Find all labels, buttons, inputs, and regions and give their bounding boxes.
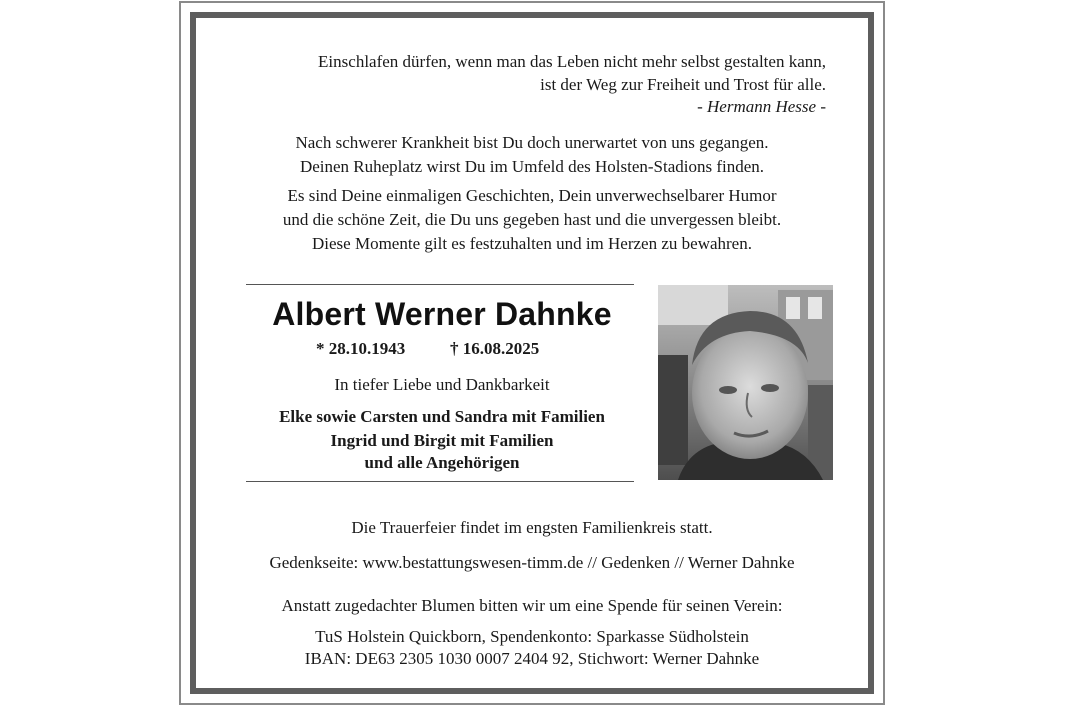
donation-intro: Anstatt zugedachter Blumen bitten wir um eine Spende für seinen Verein:	[281, 596, 783, 615]
intro-line-5: Diese Momente gilt es festzuhalten und im Herzen zu bewahren.	[312, 234, 752, 253]
obituary-outer-frame	[179, 1, 885, 705]
birth-date: * 28.10.1943	[316, 339, 406, 358]
deceased-name: Albert Werner Dahnke	[272, 296, 612, 332]
bottom-divider	[246, 481, 634, 482]
memorial-page-text: Gedenkseite: www.bestattungswesen-timm.de // Gedenken // Werner Dahnke	[269, 553, 795, 572]
donation-line-2: IBAN: DE63 2305 1030 0007 2404 92, Stichwort: Werner Dahnke	[304, 649, 760, 668]
quote-line-2: ist der Weg zur Freiheit und Trost für alle.	[540, 75, 826, 94]
intro-line-4: und die schöne Zeit, die Du uns gegeben hast und die unvergessen bleibt.	[282, 210, 782, 229]
mourners-line-2: Ingrid und Birgit mit Familien	[330, 431, 554, 450]
intro-line-1: Nach schwerer Krankheit bist Du doch unerwartet von uns gegangen.	[295, 133, 769, 152]
mourners-intro: In tiefer Liebe und Dankbarkeit	[334, 375, 550, 394]
quote-author: - Hermann Hesse -	[697, 97, 826, 116]
top-divider	[246, 284, 634, 285]
ceremony-text: Die Trauerfeier findet im engsten Familienkreis statt.	[351, 518, 713, 537]
obituary-inner-frame	[190, 12, 874, 694]
portrait-photo	[658, 285, 833, 480]
mourners-line-1: Elke sowie Carsten und Sandra mit Familien	[279, 407, 605, 426]
mourners-line-3: und alle Angehörigen	[364, 453, 520, 472]
intro-line-3: Es sind Deine einmaligen Geschichten, Dein unverwechselbarer Humor	[287, 186, 777, 205]
death-date: † 16.08.2025	[450, 339, 540, 358]
intro-line-2: Deinen Ruheplatz wirst Du im Umfeld des Holsten-Stadions finden.	[299, 157, 765, 176]
donation-line-1: TuS Holstein Quickborn, Spendenkonto: Sparkasse Südholstein	[315, 627, 749, 646]
quote-line-1: Einschlafen dürfen, wenn man das Leben nicht mehr selbst gestalten kann,	[318, 52, 826, 71]
